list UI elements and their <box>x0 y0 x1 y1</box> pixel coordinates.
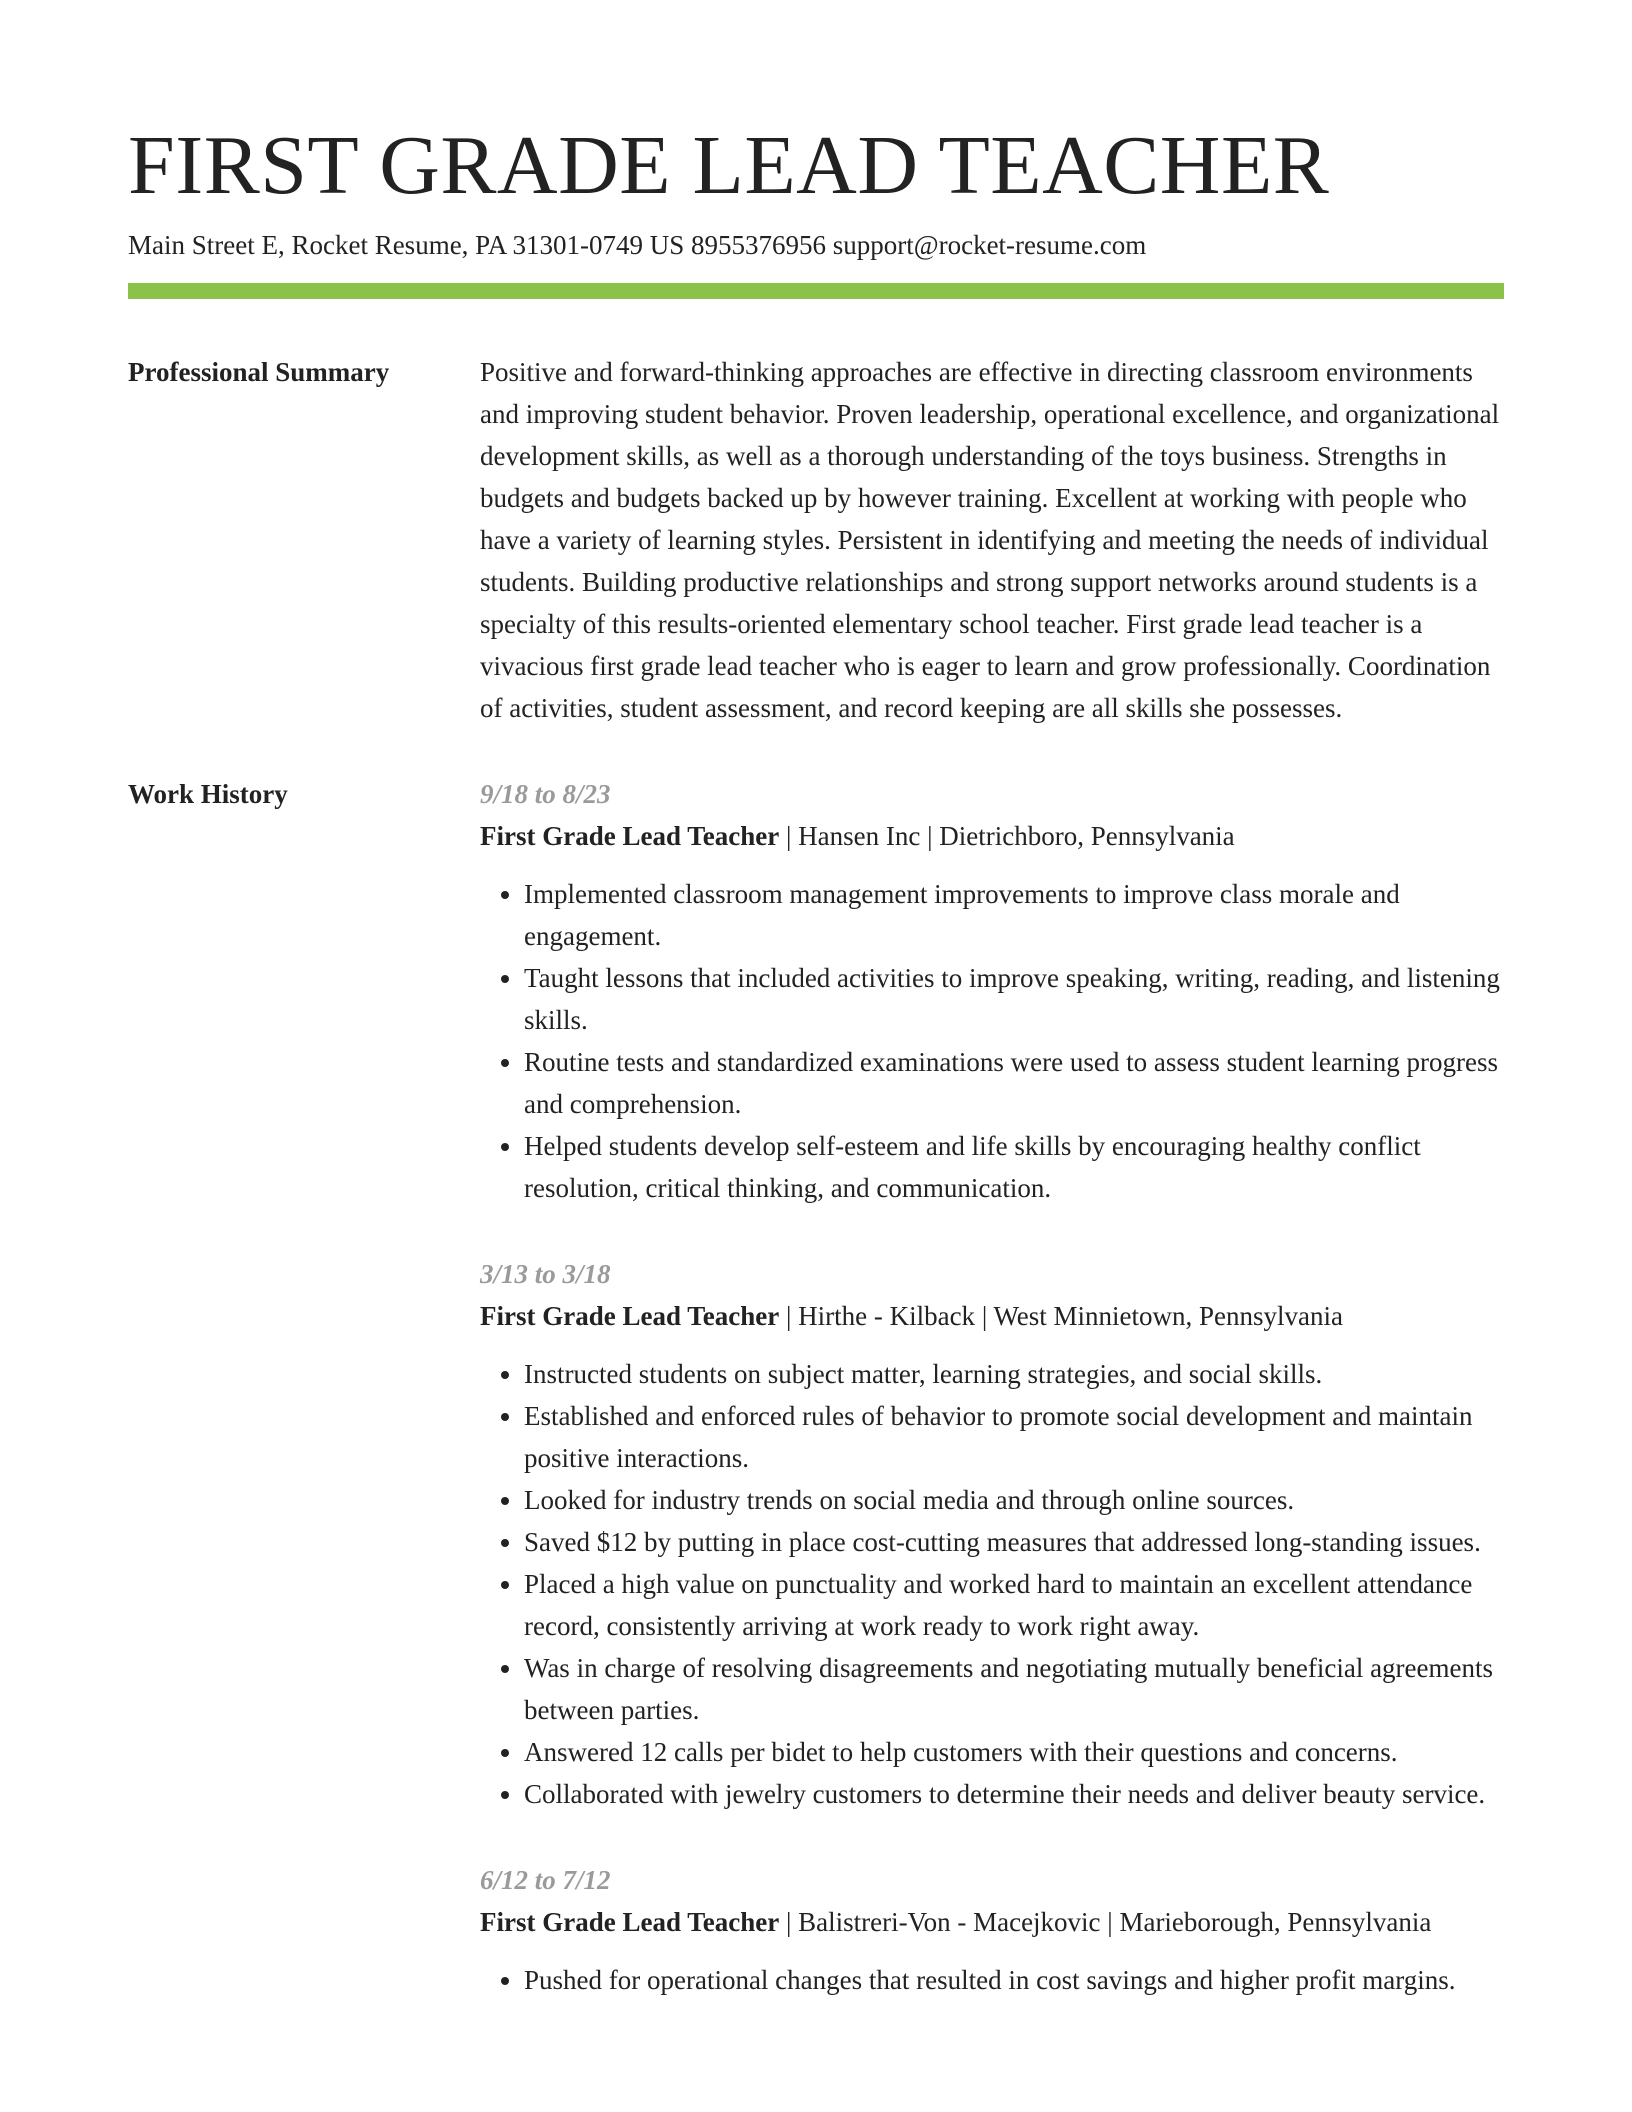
job-bullet: • Instructed students on subject matter, learning strategies, and social skills. <box>524 1353 1504 1395</box>
work-history-title: Work History <box>128 779 288 810</box>
job-heading <box>480 1295 1504 1337</box>
accent-rule <box>128 283 1504 299</box>
job-separator: | <box>1100 1907 1120 1938</box>
job-entry <box>480 773 1504 1209</box>
job-bullet: • Collaborated with jewelry customers to determine their needs and deliver beauty service. <box>524 1773 1504 1815</box>
summary-body <box>480 351 1504 729</box>
contact-line: Main Street E, Rocket Resume, PA 31301-0749 US 8955376956 support@rocket-resume.com <box>128 230 1147 261</box>
work-history-section <box>128 773 1504 2045</box>
job-title: First Grade Lead Teacher <box>480 1907 780 1938</box>
job-bullet-list <box>480 1959 1504 2001</box>
job-bullet: • Placed a high value on punctuality and worked hard to maintain an excellent attendance record, consistently arriving at work ready to work right away. <box>524 1563 1504 1647</box>
job-bullet: • Was in charge of resolving disagreements and negotiating mutually beneficial agreements between parties. <box>524 1647 1504 1731</box>
job-bullet: • Routine tests and standardized examinations were used to assess student learning progress and comprehension. <box>524 1041 1504 1125</box>
job-title: First Grade Lead Teacher <box>480 821 780 852</box>
job-bullet: • Saved $12 by putting in place cost-cutting measures that addressed long-standing issues. <box>524 1521 1504 1563</box>
job-entry <box>480 1253 1504 1815</box>
job-company: Hirthe - Kilback <box>798 1301 976 1332</box>
summary-text: Positive and forward-thinking approaches are effective in directing classroom environments and improving student behavior. Proven leadership, operational excellence, and organizational development skills, as well as a thorough understanding of the toys business. Strengths in budgets and budgets backed up by however training. Excellent at working with people who have a variety of learning styles. Persistent in identifying and meeting the needs of individual students. Building productive relationships and strong support networks around students is a specialty of this results-oriented elementary school teacher. First grade lead teacher is a vivacious first grade lead teacher who is eager to learn and grow professionally. Coordination of activities, student assessment, and record keeping are all skills she possesses. <box>480 357 1500 724</box>
job-bullet: • Implemented classroom management improvements to improve class morale and engagement. <box>524 873 1504 957</box>
job-company: Hansen Inc <box>798 821 921 852</box>
job-bullet: • Pushed for operational changes that resulted in cost savings and higher profit margins. <box>524 1959 1504 2001</box>
summary-title: Professional Summary <box>128 357 390 388</box>
job-bullet: • Answered 12 calls per bidet to help customers with their questions and concerns. <box>524 1731 1504 1773</box>
job-separator: | <box>920 821 940 852</box>
job-location: Marieborough, Pennsylvania <box>1119 1907 1432 1938</box>
job-heading <box>480 815 1504 857</box>
job-separator: | <box>779 1907 799 1938</box>
job-bullet: • Looked for industry trends on social media and through online sources. <box>524 1479 1504 1521</box>
job-dates: 3/13 to 3/18 <box>480 1259 611 1290</box>
job-bullet: • Taught lessons that included activities to improve speaking, writing, reading, and listening skills. <box>524 957 1504 1041</box>
job-title: First Grade Lead Teacher <box>480 1301 780 1332</box>
job-dates: 9/18 to 8/23 <box>480 779 611 810</box>
job-location: West Minnietown, Pennsylvania <box>993 1301 1344 1332</box>
job-bullet-list <box>480 873 1504 1209</box>
job-bullet: • Helped students develop self-esteem and life skills by encouraging healthy conflict resolution, critical thinking, and communication. <box>524 1125 1504 1209</box>
job-heading <box>480 1901 1504 1943</box>
job-bullet-list <box>480 1353 1504 1815</box>
job-separator: | <box>779 1301 799 1332</box>
job-location: Dietrichboro, Pennsylvania <box>939 821 1235 852</box>
job-company: Balistreri-Von - Macejkovic <box>798 1907 1101 1938</box>
candidate-name: FIRST GRADE LEAD TEACHER <box>128 119 1330 212</box>
summary-section <box>128 351 1504 729</box>
resume-page <box>128 120 1504 2045</box>
job-separator: | <box>779 821 799 852</box>
work-history-body <box>480 773 1504 2045</box>
job-dates: 6/12 to 7/12 <box>480 1865 611 1896</box>
job-separator: | <box>975 1301 994 1332</box>
job-bullet: • Established and enforced rules of behavior to promote social development and maintain positive interactions. <box>524 1395 1504 1479</box>
job-entry <box>480 1859 1504 2001</box>
